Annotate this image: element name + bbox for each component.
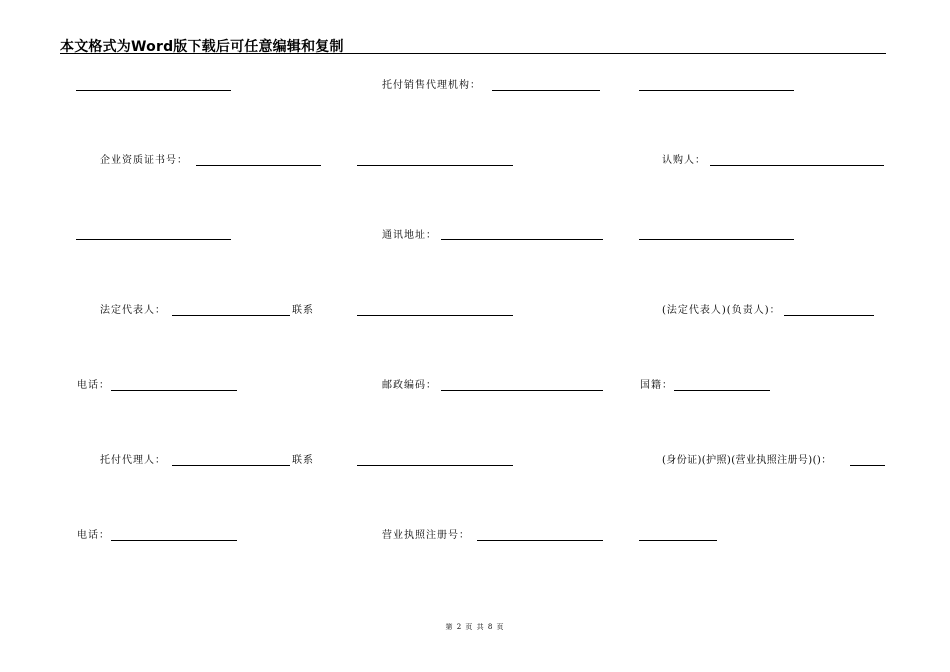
blank-line[interactable] (357, 465, 513, 466)
phone-label: 电话： (77, 380, 110, 391)
subscriber-rep-label: (法定代表人)(负责人)： (662, 305, 781, 316)
postal-code-field[interactable] (441, 390, 603, 391)
address-label: 通讯地址： (382, 230, 437, 241)
qualification-cert-label: 企业资质证书号： (100, 155, 188, 166)
legal-rep-field[interactable] (172, 315, 290, 316)
id-label: (身份证)(护照)(营业执照注册号)()： (662, 455, 832, 466)
nationality-label: 国籍： (640, 380, 673, 391)
agent-label: 托付代理人： (100, 455, 166, 466)
blank-line[interactable] (639, 239, 794, 240)
blank-line[interactable] (76, 90, 231, 91)
business-license-field[interactable] (477, 540, 603, 541)
page-number: 第 2 页 共 8 页 (445, 623, 505, 631)
blank-line[interactable] (357, 315, 513, 316)
consignment-agency-label: 托付销售代理机构： (382, 80, 481, 91)
agent-field[interactable] (172, 465, 290, 466)
contact-suffix: 联系 (292, 305, 314, 316)
blank-line[interactable] (639, 540, 717, 541)
nationality-field[interactable] (674, 390, 770, 391)
id-field[interactable] (850, 465, 885, 466)
blank-line[interactable] (639, 90, 794, 91)
consignment-agency-field[interactable] (492, 90, 600, 91)
blank-line[interactable] (76, 239, 231, 240)
subscriber-field[interactable] (710, 165, 884, 166)
business-license-label: 营业执照注册号： (382, 530, 470, 541)
subscriber-label: 认购人： (662, 155, 706, 166)
postal-code-label: 邮政编码： (382, 380, 437, 391)
phone-field[interactable] (111, 540, 237, 541)
address-field[interactable] (441, 239, 603, 240)
header-divider (60, 53, 886, 54)
phone-field[interactable] (111, 390, 237, 391)
qualification-cert-field[interactable] (196, 165, 321, 166)
blank-line[interactable] (357, 165, 513, 166)
phone-label: 电话： (77, 530, 110, 541)
legal-rep-label: 法定代表人： (100, 305, 166, 316)
contact-suffix: 联系 (292, 455, 314, 466)
subscriber-rep-field[interactable] (784, 315, 874, 316)
document-header-title: 本文格式为Word版下载后可任意编辑和复制 (60, 39, 344, 55)
